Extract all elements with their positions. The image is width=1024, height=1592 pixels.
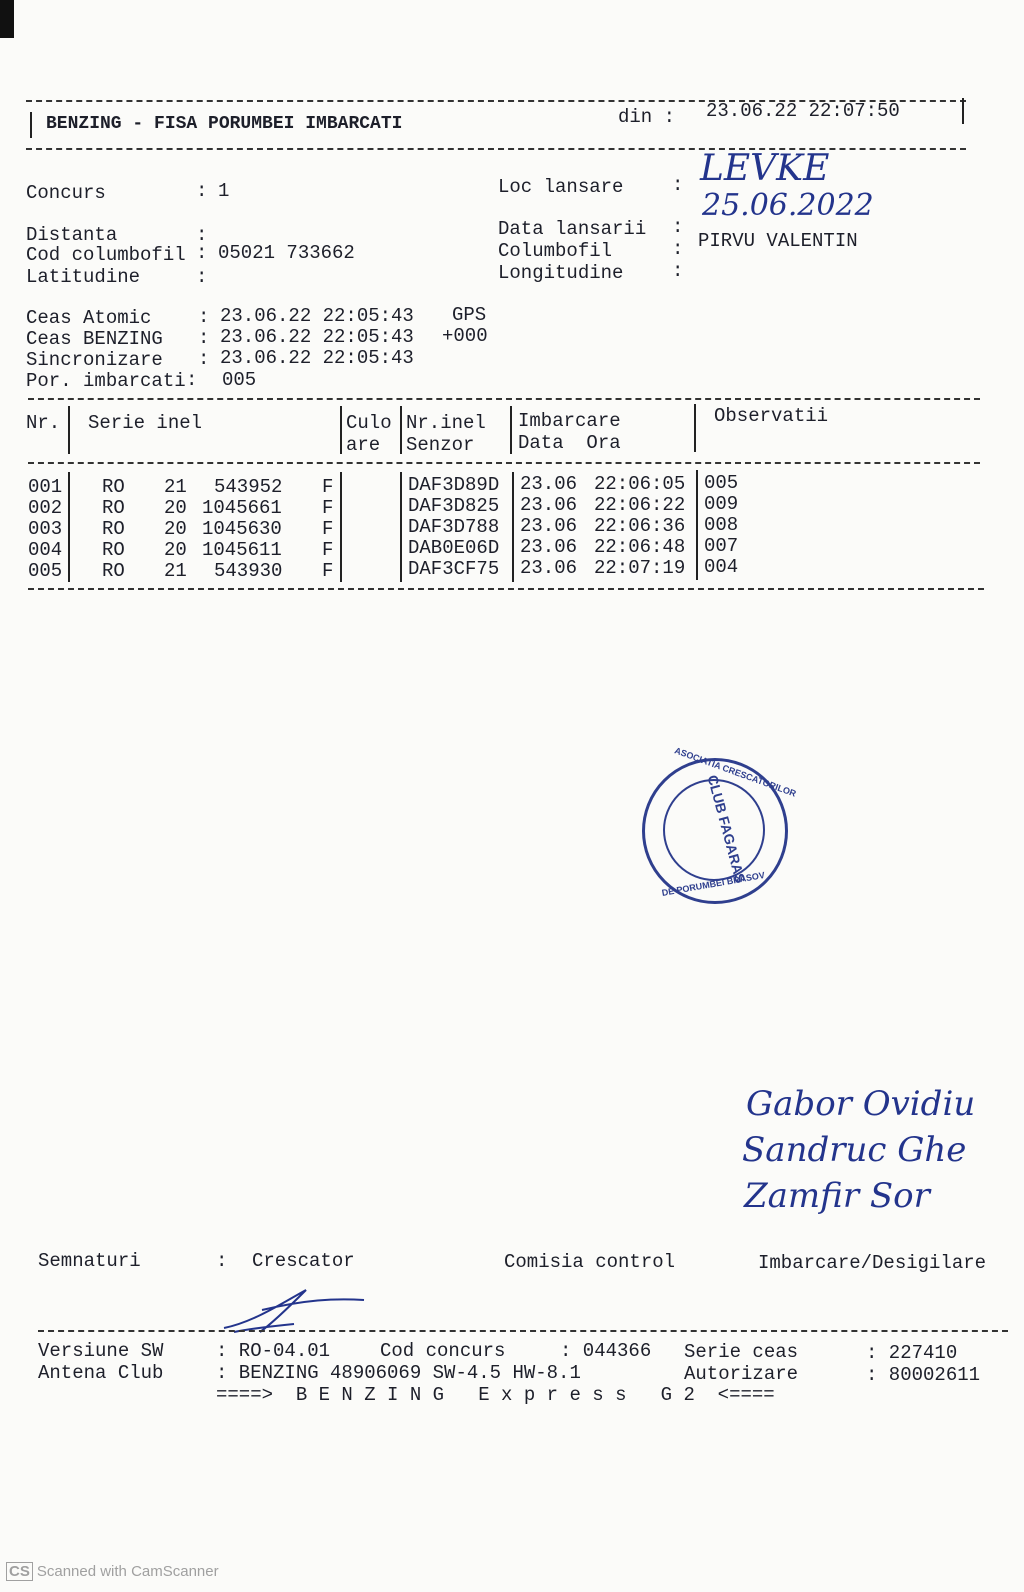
cell-ora: 22:06:05 xyxy=(594,473,686,495)
cod-columbofil-sep: : xyxy=(196,242,208,264)
cell-senzor: DAF3CF75 xyxy=(408,558,500,580)
cell-tara: RO xyxy=(102,518,125,540)
header-imbarcare-2: Data Ora xyxy=(518,432,621,454)
stamp-text-top: ASOCIATIA CRESCATORILOR xyxy=(673,745,798,799)
cell-tara: RO xyxy=(102,476,125,498)
loc-lansare-label: Loc lansare xyxy=(498,176,624,198)
loc-lansare-sep: : xyxy=(672,174,684,196)
distanta-sep: : xyxy=(196,224,208,246)
benzing-banner: ====> B E N Z I N G E x p r e s s G 2 <==== xyxy=(216,1384,775,1406)
autorizare-value: : 80002611 xyxy=(866,1364,981,1386)
cell-sex: F xyxy=(322,518,334,540)
din-value: 23.06.22 22:07:50 xyxy=(706,100,900,122)
ceas-atomic-extra: GPS xyxy=(452,304,487,326)
cell-senzor: DAF3D825 xyxy=(408,495,500,517)
header-right-border xyxy=(962,98,964,124)
handwritten-name-3: Zamfir Sor xyxy=(744,1176,930,1216)
distanta-label: Distanta xyxy=(26,224,118,246)
cod-concurs-value: : 044366 xyxy=(560,1340,652,1362)
cell-data: 23.06 xyxy=(520,536,578,558)
col-sep-4 xyxy=(510,406,512,454)
crescator-label: Crescator xyxy=(252,1250,355,1272)
cod-columbofil-value: 05021 733662 xyxy=(218,242,355,264)
ceas-benzing-label: Ceas BENZING xyxy=(26,328,163,350)
cell-obs: 005 xyxy=(704,472,739,494)
ceas-benzing-extra: +000 xyxy=(442,325,488,347)
sincronizare-value: 23.06.22 22:05:43 xyxy=(220,347,414,369)
cell-inel: 1045661 xyxy=(202,497,282,519)
header-nr-inel-2: Senzor xyxy=(406,434,475,456)
cell-senzor: DAF3D788 xyxy=(408,516,500,538)
concurs-label: Concurs xyxy=(26,182,106,204)
footer-top-border xyxy=(38,1330,1008,1332)
cell-senzor: DAB0E06D xyxy=(408,537,500,559)
cell-ora: 22:06:22 xyxy=(594,494,686,516)
cell-obs: 008 xyxy=(704,514,739,536)
cell-nr: 001 xyxy=(28,476,63,498)
versiune-value: : RO-04.01 xyxy=(216,1340,331,1362)
cell-an: 21 xyxy=(164,476,187,498)
cell-sex: F xyxy=(322,539,334,561)
cell-inel: 1045630 xyxy=(202,518,282,540)
data-lansarii-handwritten: 25.06.2022 xyxy=(702,188,874,223)
cell-nr: 005 xyxy=(28,560,63,582)
semnaturi-label: Semnaturi xyxy=(38,1250,141,1272)
cell-data: 23.06 xyxy=(520,557,578,579)
serie-ceas-label: Serie ceas xyxy=(684,1341,799,1363)
cell-sex: F xyxy=(322,560,334,582)
cell-data: 23.06 xyxy=(520,515,578,537)
cell-ora: 22:06:36 xyxy=(594,515,686,537)
autorizare-label: Autorizare xyxy=(684,1363,799,1385)
header-observatii: Observatii xyxy=(714,405,829,427)
stamp-text-bottom: DE PORUMBEI BRASOV xyxy=(660,870,766,898)
cell-an: 20 xyxy=(164,518,187,540)
imbarcare-desigilare-label: Imbarcare/Desigilare xyxy=(758,1252,987,1274)
din-label: din : xyxy=(618,106,676,128)
ceas-atomic-value: 23.06.22 22:05:43 xyxy=(220,305,414,327)
versiune-label: Versiune SW xyxy=(38,1340,164,1362)
data-lansarii-label: Data lansarii xyxy=(498,218,647,240)
body-sep-5 xyxy=(696,470,698,580)
antena-label: Antena Club xyxy=(38,1362,164,1384)
cell-an: 20 xyxy=(164,497,187,519)
cell-obs: 007 xyxy=(704,535,739,557)
body-sep-3 xyxy=(400,472,402,582)
ceas-benzing-sep: : xyxy=(198,327,210,349)
cell-obs: 004 xyxy=(704,556,739,578)
col-sep-2 xyxy=(340,406,342,454)
concurs-value: 1 xyxy=(218,180,230,202)
col-sep-3 xyxy=(400,406,402,454)
cell-obs: 009 xyxy=(704,493,739,515)
header-nr-inel-1: Nr.inel xyxy=(406,412,486,434)
comisia-label: Comisia control xyxy=(504,1251,676,1273)
por-imbarcati-sep: : xyxy=(186,369,198,391)
ceas-atomic-label: Ceas Atomic xyxy=(26,307,152,329)
document-title: BENZING - FISA PORUMBEI IMBARCATI xyxy=(46,114,403,134)
header-culoare-2: are xyxy=(346,434,381,456)
columbofil-label: Columbofil xyxy=(498,240,613,262)
club-stamp xyxy=(642,745,798,904)
cell-sex: F xyxy=(322,476,334,498)
col-sep-5 xyxy=(694,404,696,452)
cell-tara: RO xyxy=(102,497,125,519)
camscanner-watermark xyxy=(6,1562,219,1581)
cell-ora: 22:07:19 xyxy=(594,557,686,579)
concurs-sep: : xyxy=(196,180,208,202)
header-serie-inel: Serie inel xyxy=(88,412,203,434)
semnaturi-sep: : xyxy=(216,1250,228,1272)
longitudine-sep: : xyxy=(672,260,684,282)
cell-an: 20 xyxy=(164,539,187,561)
columbofil-value: PIRVU VALENTIN xyxy=(698,230,858,252)
loc-lansare-handwritten: LEVKE xyxy=(700,148,830,189)
body-sep-2 xyxy=(340,472,342,582)
table-bottom-border xyxy=(28,588,984,590)
latitudine-sep: : xyxy=(196,266,208,288)
body-sep-1 xyxy=(68,472,70,582)
header-nr: Nr. xyxy=(26,412,61,434)
cell-nr: 002 xyxy=(28,497,63,519)
handwritten-name-1: Gabor Ovidiu xyxy=(746,1084,976,1124)
longitudine-label: Longitudine xyxy=(498,262,624,284)
table-header-border xyxy=(28,462,980,464)
cell-inel: 543952 xyxy=(214,476,283,498)
data-lansarii-sep: : xyxy=(672,216,684,238)
cell-sex: F xyxy=(322,497,334,519)
cell-nr: 003 xyxy=(28,518,63,540)
por-imbarcati-label: Por. imbarcati xyxy=(26,370,186,392)
col-sep-1 xyxy=(68,406,70,454)
cell-ora: 22:06:48 xyxy=(594,536,686,558)
cell-senzor: DAF3D89D xyxy=(408,474,500,496)
latitudine-label: Latitudine xyxy=(26,266,141,288)
cell-data: 23.06 xyxy=(520,473,578,495)
serie-ceas-value: : 227410 xyxy=(866,1342,958,1364)
scan-edge-mark xyxy=(0,0,14,38)
cell-data: 23.06 xyxy=(520,494,578,516)
camscanner-text: Scanned with CamScanner xyxy=(36,1563,219,1580)
stamp-text-middle: CLUB FAGARAS xyxy=(704,773,749,885)
sincronizare-sep: : xyxy=(198,348,210,370)
body-sep-4 xyxy=(512,472,514,582)
cell-nr: 004 xyxy=(28,539,63,561)
header-left-border xyxy=(30,112,32,138)
header-imbarcare-1: Imbarcare xyxy=(518,410,621,432)
cod-concurs-label: Cod concurs xyxy=(380,1340,506,1362)
cell-tara: RO xyxy=(102,539,125,561)
columbofil-sep: : xyxy=(672,238,684,260)
table-top-border xyxy=(28,398,980,400)
sincronizare-label: Sincronizare xyxy=(26,349,163,371)
cod-columbofil-label: Cod columbofil xyxy=(26,244,186,266)
antena-value: : BENZING 48906069 SW-4.5 HW-8.1 xyxy=(216,1362,581,1384)
camscanner-logo: CS xyxy=(6,1562,33,1581)
ceas-benzing-value: 23.06.22 22:05:43 xyxy=(220,326,414,348)
header-culoare-1: Culo xyxy=(346,412,392,434)
por-imbarcati-value: 005 xyxy=(222,369,257,391)
cell-inel: 1045611 xyxy=(202,539,282,561)
ceas-atomic-sep: : xyxy=(198,306,210,328)
handwritten-name-2: Sandruc Ghe xyxy=(742,1130,967,1170)
cell-inel: 543930 xyxy=(214,560,283,582)
cell-tara: RO xyxy=(102,560,125,582)
cell-an: 21 xyxy=(164,560,187,582)
